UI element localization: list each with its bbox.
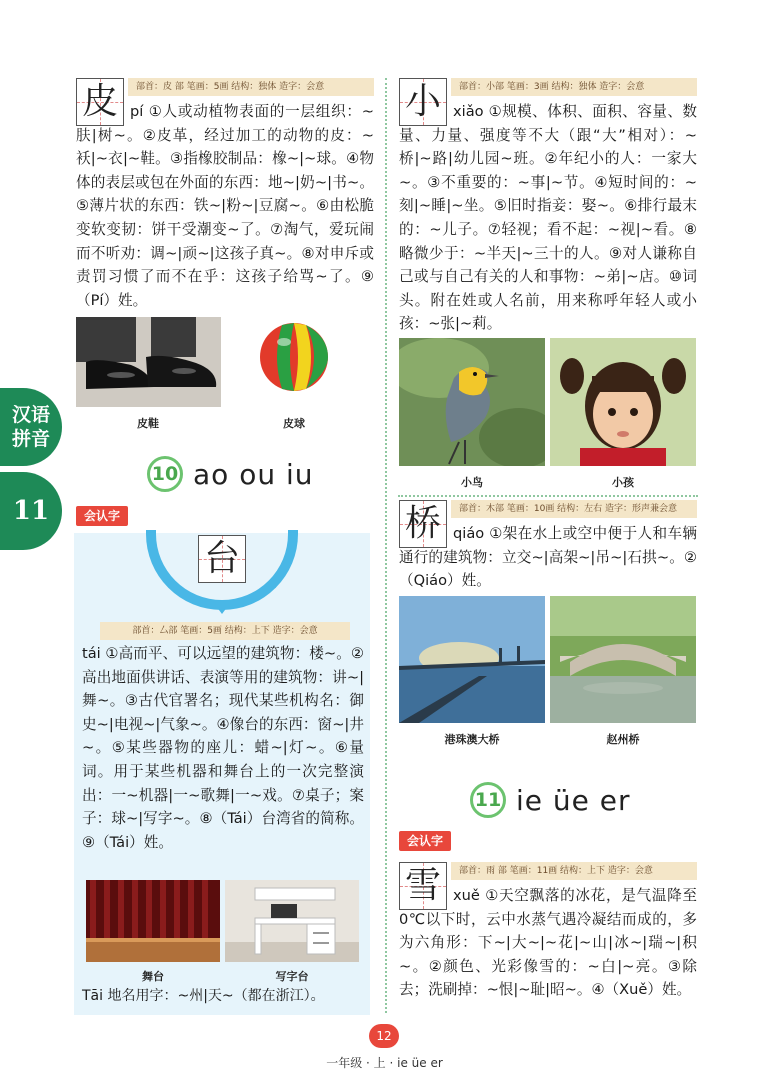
- unit-number-tab[interactable]: [0, 472, 62, 550]
- page-number: 12: [369, 1024, 399, 1048]
- character-box-xiao: 小: [399, 78, 447, 126]
- photo-child: [550, 338, 696, 466]
- recognize-badge: 会认字: [399, 831, 451, 851]
- caption-zhaozhou: 赵州桥: [606, 733, 640, 746]
- lesson-title: ie üe er: [516, 783, 631, 817]
- character-box-qiao: 桥: [399, 500, 447, 548]
- unit-number-label: 11: [12, 496, 50, 526]
- photo-small-bird: [399, 338, 545, 466]
- caption-hzmb: 港珠澳大桥: [444, 733, 500, 746]
- character-meta-qiao: 部首：木部 笔画：10画 结构：左右 造字：形声兼会意: [451, 500, 697, 518]
- caption-piqiu: 皮球: [283, 417, 305, 430]
- definition-qiao: qiáo ①架在水上或空中便于人和车辆通行的建筑物：立交~|高架~|吊~|石拱~。②（Qiáo）姓。: [399, 525, 697, 590]
- lesson-number: 11: [470, 782, 506, 818]
- column-divider: [385, 78, 387, 1013]
- photo-zhaozhou-bridge: [550, 596, 696, 723]
- character-box-pi: 皮: [76, 78, 124, 126]
- lesson-title: ao ou iu: [193, 457, 314, 491]
- character-box-xue: 雪: [399, 862, 447, 910]
- caption-xiezitai: 写字台: [275, 970, 309, 983]
- caption-xiaohai: 小孩: [612, 476, 634, 489]
- photo-leather-shoes: [76, 317, 221, 407]
- character-meta-xue: 部首：雨 部 笔画：11画 结构：上下 造字：会意: [451, 862, 697, 880]
- tai-arc-pointer: [213, 602, 231, 614]
- lesson-11-heading: [470, 782, 631, 818]
- photo-desk: [225, 880, 359, 962]
- character-meta-tai: 部首：厶部 笔画：5画 结构：上下 造字：会意: [100, 622, 350, 640]
- lesson-10-heading: [147, 456, 314, 492]
- entry-divider: [398, 495, 698, 497]
- subject-tab[interactable]: [0, 388, 62, 466]
- recognize-badge: 会认字: [76, 506, 128, 526]
- definition-xiao: xiǎo ①规模、体积、面积、容量、数量、力量、强度等不大（跟“大”相对）：~桥|~路|幼儿园~班。②年纪小的人：一家大~。③不重要的：~事|~节。④短时间的：~刻|~睡|~坐。⑤旧时指妾：娶~。⑥排行最末的：~儿子。⑦轻视；看不起：~视|~看。⑧略微少于：~半天|~三十的人。⑨对人谦称自己或与自己有关的人和事物：~弟|~店。⑩词头。附在姓或人名前，用来称呼年轻人或小孩：~张|~莉。: [399, 103, 697, 333]
- definition-tai-extra: Tāi 地名用字：~州|天~（都在浙江）。: [82, 988, 325, 1004]
- character-meta-xiao: 部首：小部 笔画：3画 结构：独体 造字：会意: [451, 78, 697, 96]
- subject-tab-label: 汉语 拼音: [11, 404, 50, 450]
- definition-tai: tái ①高而平、可以远望的建筑物：楼~。②高出地面供讲话、表演等用的建筑物：讲~|舞~。③古代官署名；现代某些机构名：御史~|电视~|气象~。④像台的东西：窗~|井~。⑤某些器物的座儿：蜡~|灯~。⑥量词。用于某些机器和舞台上的一次完整演出：一~机器|一~歌舞|一~戏。⑦桌子；案子：球~|写字~。⑧（Tái）台湾省的简称。⑨（Tái）姓。: [82, 645, 364, 851]
- caption-pixie: 皮鞋: [137, 417, 159, 430]
- footer-text: 一年级 · 上 · ie üe er: [326, 1056, 443, 1070]
- definition-pi: pí ①人或动植物表面的一层组织：~肤|树~。②皮革，经过加工的动物的皮：~袄|~衣|~鞋。③指橡胶制品：橡~|~球。④物体的表层或包在外面的东西：地~|奶~|书~。⑤薄片状的东西：铁~|粉~|豆腐~。⑥由松脆变软变韧：饼干受潮变~了。⑦淘气，爱玩闹而不听劝：调~|顽~|这孩子真~。⑧对申斥或责罚习惯了而不在乎：这孩子给骂~了。⑨（Pí）姓。: [76, 103, 374, 309]
- character-meta-pi: 部首：皮 部 笔画：5画 结构：独体 造字：会意: [128, 78, 374, 96]
- photo-hzmb-bridge: [399, 596, 545, 723]
- photo-ball: [258, 312, 330, 402]
- lesson-number: 10: [147, 456, 183, 492]
- character-box-tai: 台: [198, 535, 246, 583]
- caption-xiaoniao: 小鸟: [461, 476, 483, 489]
- caption-wutai: 舞台: [142, 970, 164, 983]
- photo-stage: [86, 880, 220, 962]
- definition-xue: xuě ①天空飘落的冰花，是气温降至0℃以下时，云中水蒸气遇冷凝结而成的，多为六角形：下~|大~|~花|~山|冰~|瑞~|积~。②颜色、光彩像雪的：~白|~亮。③除去；洗刷掉：~恨|~耻|昭~。④（Xuě）姓。: [399, 887, 697, 999]
